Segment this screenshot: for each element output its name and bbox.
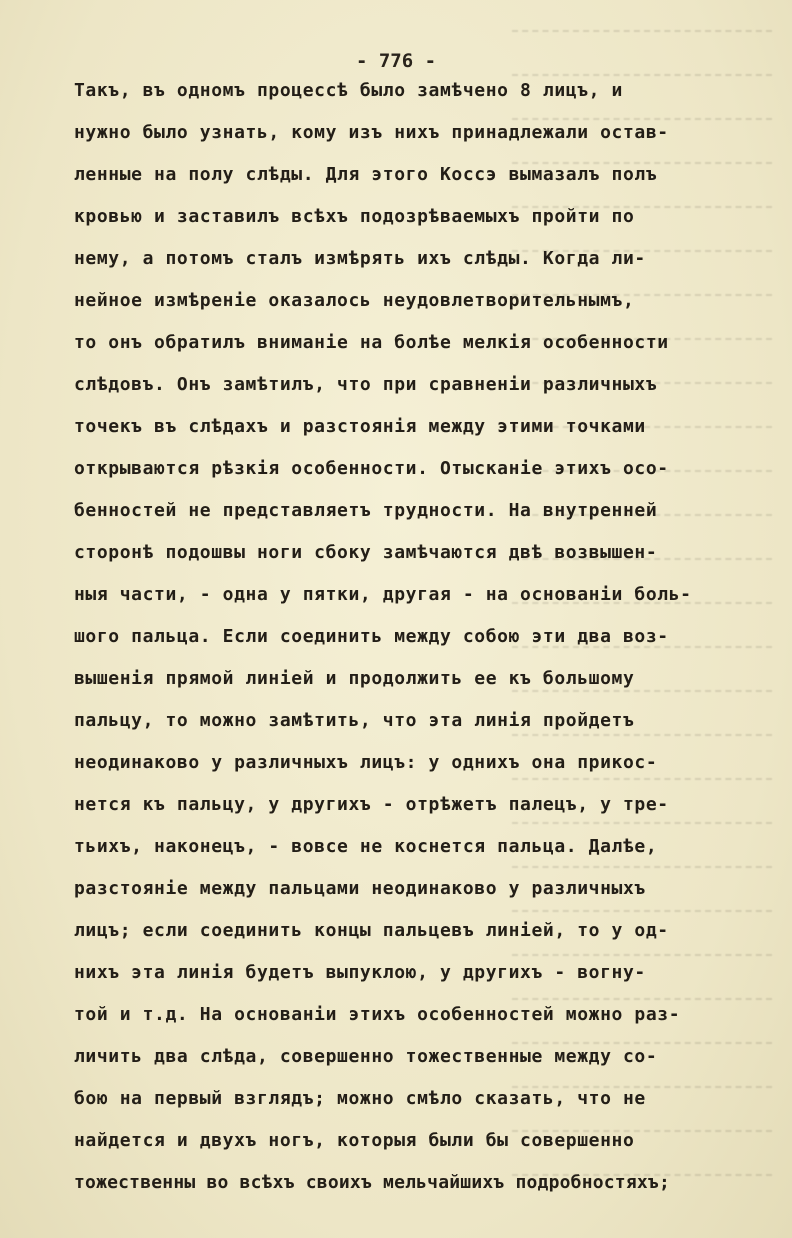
text-line: открываются рѣзкiя особенности. Отысканiе этихъ осо- — [74, 458, 669, 479]
text-line: бенностей не представляетъ трудности. На внутренней — [74, 500, 658, 521]
text-line: найдется и двухъ ногъ, которыя были бы совершенно — [74, 1130, 635, 1151]
text-line: лицъ; если соединить концы пальцевъ линiей, то у од- — [74, 920, 669, 941]
text-line: разстоянiе между пальцами неодинаково у различныхъ — [74, 878, 646, 899]
text-line: пальцу, то можно замѣтить, что эта линiя пройдетъ — [74, 710, 635, 731]
text-line: точекъ въ слѣдахъ и разстоянiя между этими точками — [74, 416, 646, 437]
text-line: то онъ обратилъ вниманiе на болѣе мелкiя особенности — [74, 332, 669, 353]
body-text — [74, 70, 764, 1204]
text-line: слѣдовъ. Онъ замѣтилъ, что при сравненiи различныхъ — [74, 374, 658, 395]
page-number: - 776 - — [355, 50, 437, 72]
text-line: вышенiя прямой линiей и продолжить ее къ большому — [74, 668, 635, 689]
text-line: нейное измѣренiе оказалось неудовлетворительнымъ, — [74, 290, 635, 311]
text-line: личить два слѣда, совершенно тожественные между со- — [74, 1046, 658, 1067]
text-line: Такъ, въ одномъ процессѣ было замѣчено 8 лицъ, и — [74, 80, 623, 101]
text-line: тожественны во всѣхъ своихъ мельчайшихъ подробностяхъ; — [74, 1172, 670, 1193]
text-line: нему, а потомъ сталъ измѣрять ихъ слѣды. Когда ли- — [74, 248, 646, 269]
text-line: той и т.д. На основанiи этихъ особенностей можно раз- — [74, 1004, 681, 1025]
text-line: неодинаково у различныхъ лицъ: у однихъ она прикос- — [74, 752, 658, 773]
text-line: бою на первый взглядъ; можно смѣло сказать, что не — [74, 1088, 646, 1109]
text-line: нихъ эта линiя будетъ выпуклою, у другихъ - вогну- — [74, 962, 646, 983]
text-line: шого пальца. Если соединить между собою эти два воз- — [74, 626, 669, 647]
text-line: ныя части, - одна у пятки, другая - на основанiи боль- — [74, 584, 692, 605]
text-line: ленные на полу слѣды. Для этого Коссэ вымазалъ полъ — [74, 164, 658, 185]
text-line: сторонѣ подошвы ноги сбоку замѣчаются двѣ возвышен- — [74, 542, 658, 563]
text-line: нужно было узнать, кому изъ нихъ принадлежали остав- — [74, 122, 669, 143]
text-line: нется къ пальцу, у другихъ - отрѣжетъ палецъ, у тре- — [74, 794, 669, 815]
text-line: кровью и заставилъ всѣхъ подозрѣваемыхъ пройти по — [74, 206, 635, 227]
text-line: тьихъ, наконецъ, - вовсе не коснется пальца. Далѣе, — [74, 836, 658, 857]
